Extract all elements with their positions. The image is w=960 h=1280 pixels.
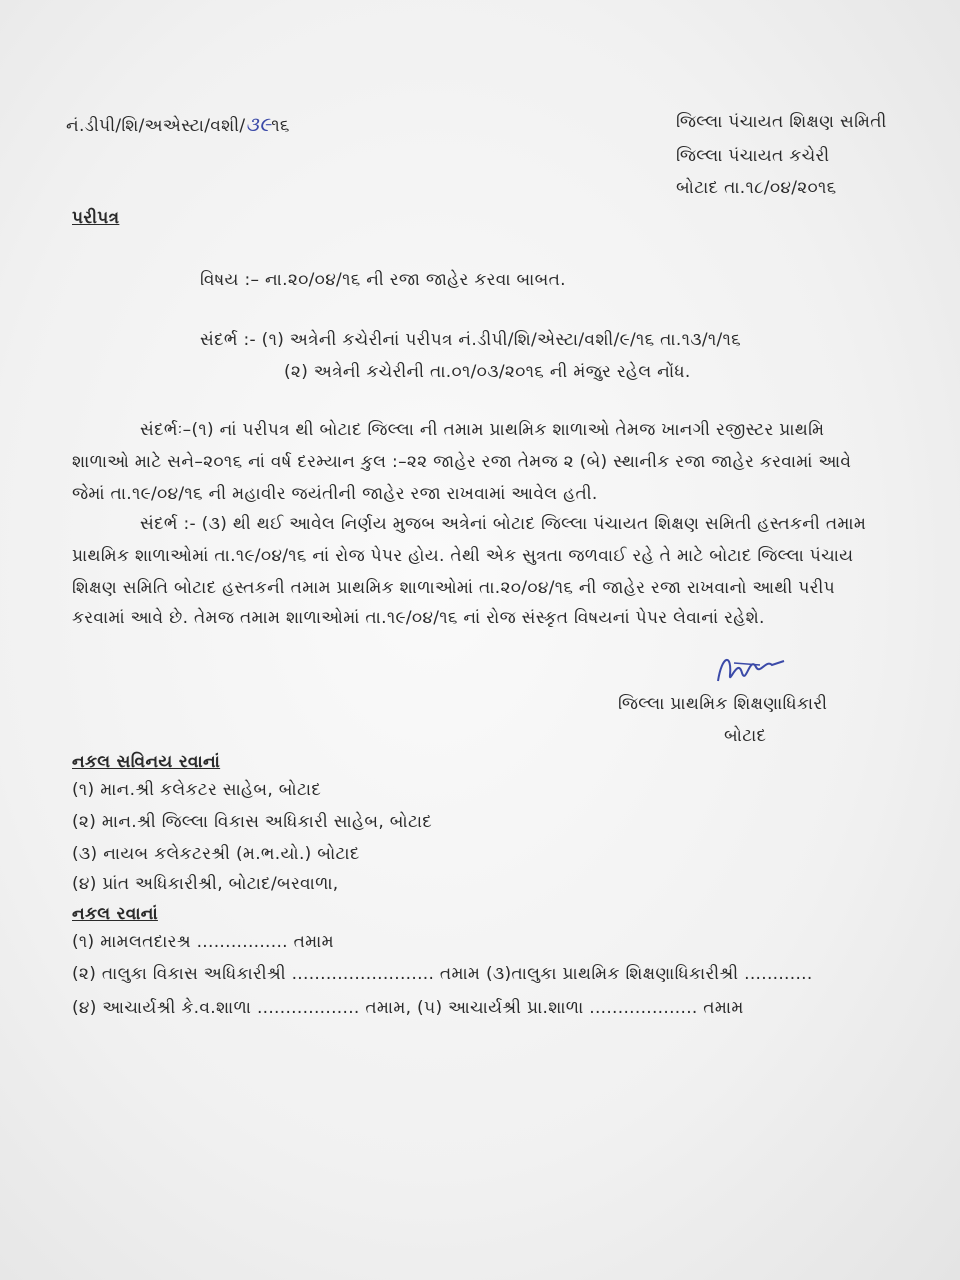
body-line-5: પ્રાથમિક શાળાઓમાં તા.૧૯/૦૪/૧૬ નાં રોજ પેપર હોય. તેથી એક સુત્રતા જળવાઈ રહે તે માટે બોટાદ જિલ્લા પંચાય [72,546,854,566]
reference-line-2: (૨) અત્રેની કચેરીની તા.૦૧/૦૩/૨૦૧૬ ની મંજુર રહેલ નોંધ. [284,362,691,382]
reference-line-1: સંદર્ભ :- (૧) અત્રેની કચેરીનાં પરીપત્ર નં.ડીપી/શિ/એસ્ટા/વશી/૯/૧૬ તા.૧૩/૧/૧૬ [200,330,741,350]
office-name-1: જિલ્લા પંચાયત શિક્ષણ સમિતી [676,112,887,132]
body-line-2: શાળાઓ માટે સને–૨૦૧૬ નાં વર્ષ દરમ્યાન કુલ :–૨૨ જાહેર રજા તેમજ ૨ (બે) સ્થાનીક રજા જાહેર કરવામાં આવે [72,452,852,472]
copy-heading: નકલ રવાનાં [72,904,158,924]
office-name-2: જિલ્લા પંચાયત કચેરી [676,146,830,166]
copy-item: (૧) મામલતદારશ્ર ................ તમામ [72,932,334,952]
signatory-designation: જિલ્લા પ્રાથમિક શિક્ષણાધિકારી [618,694,828,714]
body-line-7: કરવામાં આવે છે. તેમજ તમામ શાળાઓમાં તા.૧૯/૦૪/૧૬ નાં રોજ સંસ્કૃત વિષયનાં પેપર લેવાનાં રહેશે. [72,608,765,628]
body-line-4: સંદર્ભ :- (૩) થી થઈ આવેલ નિર્ણય મુજબ અત્રેનાં બોટાદ જિલ્લા પંચાયત શિક્ષણ સમિતી હસ્તકની તમામ [140,514,867,534]
signature-mark [712,645,792,695]
place-date: બોટાદ તા.૧૮/૦૪/૨૦૧૬ [676,178,837,198]
copy-respectful-item: (૨) માન.શ્રી જિલ્લા વિકાસ અધિકારી સાહેબ, બોટાદ [72,812,433,832]
document-type: પરીપત્ર [72,208,120,228]
body-line-6: શિક્ષણ સમિતિ બોટાદ હસ્તકની તમામ પ્રાથમિક શાળાઓમાં તા.૨૦/૦૪/૧૬ ની જાહેર રજા રાખવાનો આથી પરીપ [72,578,835,598]
body-line-1: સંદર્ભઃ–(૧) નાં પરીપત્ર થી બોટાદ જિલ્લા ની તમામ પ્રાથમિક શાળાઓ તેમજ ખાનગી રજીસ્ટર પ્રાથમિ [140,420,825,440]
copy-respectful-item: (૪) પ્રાંત અધિકારીશ્રી, બોટાદ/બરવાળા, [72,874,339,894]
reference-number [66,112,290,136]
signatory-place: બોટાદ [724,726,767,746]
copy-item: (૨) તાલુકા વિકાસ અધિકારીશ્રી ......................... તમામ (૩)તાલુકા પ્રાથમિક શિક્ષણાધિકારીશ્રી ............ [72,964,813,984]
reference-handwritten-number: ૩૯ [245,112,272,136]
body-line-3: જેમાં તા.૧૯/૦૪/૧૬ ની મહાવીર જયંતીની જાહેર રજા રાખવામાં આવેલ હતી. [72,484,598,504]
copy-respectful-item: (૧) માન.શ્રી કલેકટર સાહેબ, બોટાદ [72,780,322,800]
subject: વિષય :– ના.૨૦/૦૪/૧૬ ની રજા જાહેર કરવા બાબત. [200,270,566,290]
copy-respectful-heading: નકલ સવિનય રવાનાં [72,752,221,772]
copy-respectful-item: (૩) નાયબ કલેકટરશ્રી (મ.ભ.યો.) બોટાદ [72,844,360,864]
copy-item: (૪) આચાર્યશ્રી કે.વ.શાળા .................. તમામ, (૫) આચાર્યશ્રી પ્રા.શાળા ................... તમામ [72,998,744,1018]
reference-prefix: નં.ડીપી/શિ/અએસ્ટા/વશી/ [66,116,246,136]
reference-suffix: ૧૬ [271,116,290,136]
